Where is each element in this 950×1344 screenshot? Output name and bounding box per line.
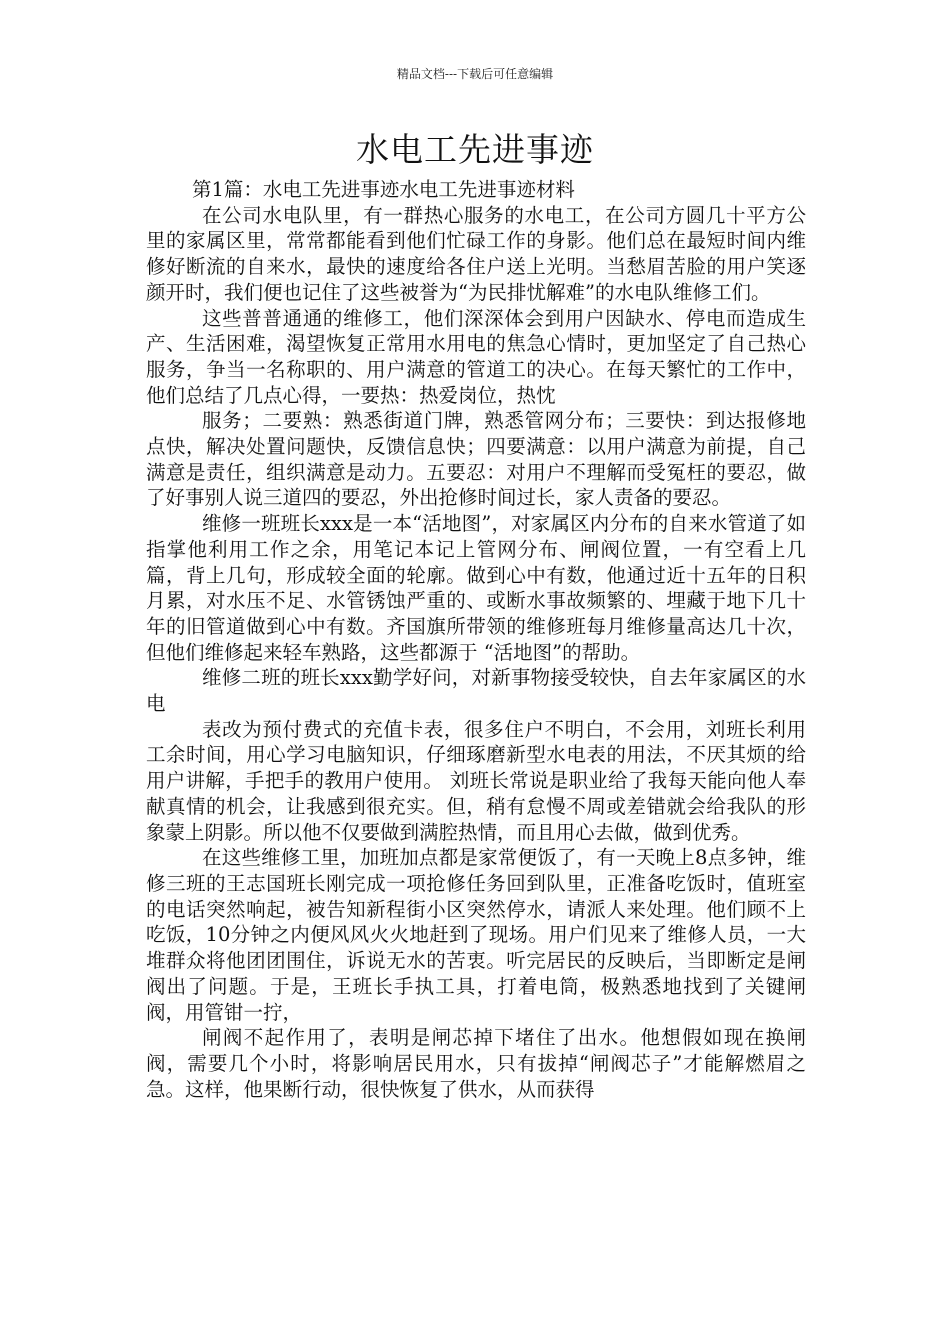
paragraph-3: 服务；二要熟：熟悉街道门牌，熟悉管网分布；三要快：到达报修地点快，解决处置问题快，反馈信息快；四要满意：以用户满意为前提，自己满意是责任，组织满意是动力。五要忍：对用户不理解而受冤枉的要忍，做了好事别人说三道四的要忍，外出抢修时间过长，家人责备的要忍。 [146, 409, 806, 510]
paragraph-5: 维修二班的班长xxx勤学好问，对新事物接受较快，自去年家属区的水电 [146, 666, 806, 716]
paragraph-7: 在这些维修工里，加班加点都是家常便饭了，有一天晚上8点多钟，维修三班的王志国班长刚完成一项抢修任务回到队里，正准备吃饭时，值班室的电话突然响起，被告知新程街小区突然停水，请派人来处理。他们顾不上吃饭，10分钟之内便风风火火地赶到了现场。用户们见来了维修人员，一大堆群众将他团团围住，诉说无水的苦衷。听完居民的反映后，当即断定是闸阀出了问题。于是，王班长手执工具，打着电筒，极熟悉地找到了关键闸阀，用管钳一拧， [146, 846, 806, 1024]
document-body [146, 177, 806, 1102]
page-header: 精品文档---下载后可任意编辑 [396, 67, 554, 81]
paragraph-8: 闸阀不起作用了，表明是闸芯掉下堵住了出水。他想假如现在换闸阀，需要几个小时，将影响居民用水，只有拔掉“闸阀芯子”才能解燃眉之急。这样，他果断行动，很快恢复了供水，从而获得 [146, 1026, 806, 1101]
document-subtitle: 第1篇：水电工先进事迹水电工先进事迹材料 [192, 178, 575, 201]
document-title: 水电工先进事迹 [356, 130, 594, 169]
paragraph-1: 在公司水电队里，有一群热心服务的水电工，在公司方圆几十平方公里的家属区里，常常都能看到他们忙碌工作的身影。他们总在最短时间内维修好断流的自来水，最快的速度给各住户送上光明。当愁眉苦脸的用户笑逐颜开时，我们便也记住了这些被誉为“为民排忧解难”的水电队维修工们。 [146, 203, 806, 304]
paragraph-2: 这些普普通通的维修工，他们深深体会到用户因缺水、停电而造成生产、生活困难，渴望恢复正常用水用电的焦急心情时，更加坚定了自己热心服务，争当一名称职的、用户满意的管道工的决心。在每天繁忙的工作中，他们总结了几点心得，一要热：热爱岗位，热忱 [146, 306, 806, 407]
paragraph-4: 维修一班班长xxx是一本“活地图”，对家属区内分布的自来水管道了如指掌他利用工作之余，用笔记本记上管网分布、闸阀位置，一有空看上几篇，背上几句，形成较全面的轮廓。做到心中有数，他通过近十五年的日积月累，对水压不足、水管锈蚀严重的、或断水事故频繁的、埋藏于地下几十年的旧管道做到心中有数。齐国旗所带领的维修班每月维修量高达几十次，但他们维修起来轻车熟路，这些都源于 “活地图”的帮助。 [146, 512, 806, 664]
paragraph-6: 表改为预付费式的充值卡表，很多住户不明白，不会用，刘班长利用工余时间，用心学习电脑知识，仔细琢磨新型水电表的用法，不厌其烦的给用户讲解，手把手的教用户使用。 刘班长常说是职业给了我每天能向他人奉献真情的机会，让我感到很充实。但，稍有怠慢不周或差错就会给我队的形象蒙上阴影。所以他不仅要做到满腔热情，而且用心去做，做到优秀。 [146, 717, 806, 844]
